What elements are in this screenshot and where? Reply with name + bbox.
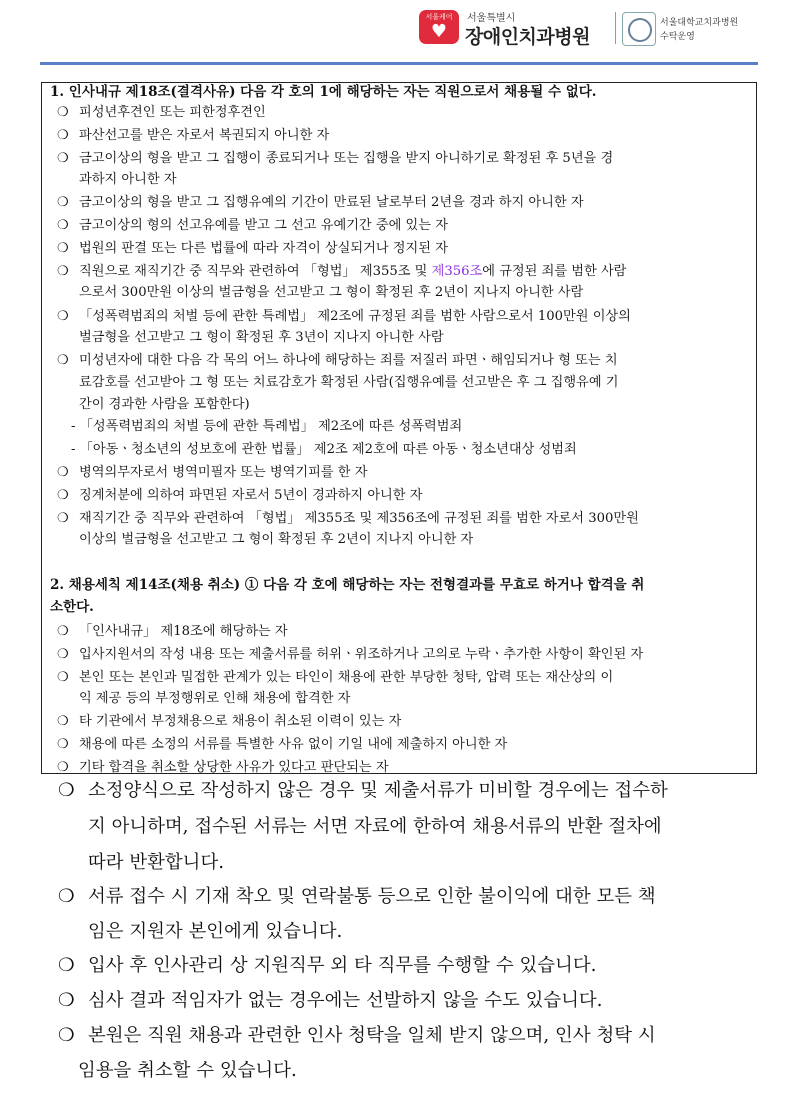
- list-item: ❍ 병역의무자로서 병역미필자 또는 병역기피를 한 자: [57, 465, 368, 480]
- circle-bullet-icon: ❍: [58, 955, 75, 976]
- list-item: ❍ 미성년자에 대한 다음 각 목의 어느 하나에 해당하는 죄를 저질러 파면ㆍ해임되거나 형 또는 치: [57, 353, 618, 368]
- circle-bullet-icon: ❍: [58, 990, 75, 1011]
- note-item: ❍ 소정양식으로 작성하지 않은 경우 및 제출서류가 미비할 경우에는 접수하: [58, 780, 668, 801]
- circle-bullet-icon: ❍: [58, 886, 75, 907]
- note-continuation: 지 아니하며, 접수된 서류는 서면 자료에 한하여 채용서류의 반환 절차에: [88, 816, 662, 837]
- circle-bullet-icon: ❍: [57, 128, 69, 143]
- list-item: ❍ 기타 합격을 취소할 상당한 사유가 있다고 판단되는 자: [57, 760, 389, 775]
- list-item: ❍ 「성폭력범죄의 처벌 등에 관한 특례법」 제2조에 규정된 죄를 범한 사람으로서 100만원 이상의: [57, 309, 631, 324]
- org-city-label: 서울특별시: [467, 13, 516, 24]
- list-item-continuation: 과하지 아니한 자: [79, 172, 177, 187]
- note-item: ❍ 서류 접수 시 기재 착오 및 연락불통 등으로 인한 불이익에 대한 모든 책: [58, 886, 656, 907]
- list-item: ❍ 채용에 따른 소정의 서류를 특별한 사유 없이 기일 내에 제출하지 아니한 자: [57, 737, 508, 752]
- circle-bullet-icon: ❍: [57, 353, 69, 368]
- list-item-continuation: 료감호를 선고받아 그 형 또는 치료감호가 확정된 사람(집행유예를 선고받은 후 그 집행유예 기: [79, 375, 619, 390]
- circle-bullet-icon: ❍: [57, 195, 69, 210]
- header-rule: [40, 62, 758, 65]
- circle-bullet-icon: ❍: [57, 624, 69, 639]
- circle-bullet-icon: ❍: [57, 218, 69, 233]
- list-item-continuation: 간이 경과한 사람을 포함한다): [79, 397, 250, 412]
- list-item-continuation: 으로서 300만원 이상의 벌금형을 선고받고 그 형이 확정된 후 2년이 지나지 아니한 사람: [79, 285, 584, 300]
- section1-title: 1. 인사내규 제18조(결격사유) 다음 각 호의 1에 해당하는 자는 직원으로서 채용될 수 없다.: [50, 84, 597, 100]
- list-item: ❍ 본인 또는 본인과 밀접한 관계가 있는 타인이 채용에 관한 부당한 청탁, 압력 또는 재산상의 이: [57, 670, 614, 685]
- circle-bullet-icon: ❍: [57, 737, 69, 752]
- section2-title-cont: 소한다.: [50, 599, 94, 615]
- circle-bullet-icon: ❍: [57, 465, 69, 480]
- list-item: ❍ 재직기간 중 직무와 관련하여 「형법」 제355조 및 제356조에 규정된 죄를 범한 자로서 300만원: [57, 511, 639, 526]
- hospital-name: 장애인치과병원: [465, 26, 590, 48]
- seoul-care-logo: [419, 10, 459, 44]
- list-item-continuation: 이상의 벌금형을 선고받고 그 형이 확정된 후 2년이 지나지 아니한 자: [79, 532, 474, 547]
- header-divider: [615, 12, 616, 44]
- circle-bullet-icon: ❍: [57, 670, 69, 685]
- list-item: ❍ 「인사내규」 제18조에 해당하는 자: [57, 624, 288, 639]
- list-item: ❍ 타 기관에서 부정채용으로 채용이 취소된 이력이 있는 자: [57, 714, 402, 729]
- university-seal-icon: [622, 12, 656, 46]
- list-item: ❍ 입사지원서의 작성 내용 또는 제출서류를 허위ㆍ위조하거나 고의로 누락ㆍ추가한 사항이 확인된 자: [57, 647, 644, 662]
- circle-bullet-icon: ❍: [57, 309, 69, 324]
- list-item: ❍ 징계처분에 의하여 파면된 자로서 5년이 경과하지 아니한 자: [57, 488, 423, 503]
- circle-bullet-icon: ❍: [57, 264, 69, 279]
- circle-bullet-icon: ❍: [57, 151, 69, 166]
- list-item-continuation: 익 제공 등의 부정행위로 인해 채용에 합격한 자: [79, 691, 351, 706]
- university-name: 서울대학교치과병원: [660, 18, 739, 28]
- note-item: ❍ 심사 결과 적임자가 없는 경우에는 선발하지 않을 수도 있습니다.: [58, 990, 603, 1011]
- list-item: ❍ 금고이상의 형의 선고유예를 받고 그 선고 유예기간 중에 있는 자: [57, 218, 448, 233]
- sub-list-item: - 「성폭력범죄의 처벌 등에 관한 특례법」 제2조에 따른 성폭력범죄: [71, 419, 463, 434]
- list-item: ❍ 피성년후견인 또는 피한정후견인: [57, 105, 266, 120]
- heart-icon: ♥: [430, 21, 448, 42]
- note-item: ❍ 본원은 직원 채용과 관련한 인사 청탁을 일체 받지 않으며, 인사 청탁 시: [58, 1025, 656, 1046]
- circle-bullet-icon: ❍: [57, 241, 69, 256]
- circle-bullet-icon: ❍: [57, 760, 69, 775]
- note-item: ❍ 입사 후 인사관리 상 지원직무 외 타 직무를 수행할 수 있습니다.: [58, 955, 597, 976]
- logo-mini-text: 서울케어: [425, 13, 453, 21]
- list-item: ❍ 금고이상의 형을 받고 그 집행유예의 기간이 만료된 날로부터 2년을 경과 하지 아니한 자: [57, 195, 584, 210]
- circle-bullet-icon: ❍: [58, 1025, 75, 1046]
- section2-title: 2. 채용세칙 제14조(채용 취소) ① 다음 각 호에 해당하는 자는 전형결과를 무효로 하거나 합격을 취: [50, 577, 645, 593]
- circle-bullet-icon: ❍: [57, 511, 69, 526]
- circle-bullet-icon: ❍: [58, 780, 75, 801]
- circle-bullet-icon: ❍: [57, 105, 69, 120]
- circle-bullet-icon: ❍: [57, 488, 69, 503]
- university-role: 수탁운영: [660, 32, 695, 42]
- note-continuation: 임용을 취소할 수 있습니다.: [78, 1060, 297, 1081]
- list-item: ❍ 금고이상의 형을 받고 그 집행이 종료되거나 또는 집행을 받지 아니하기로 확정된 후 5년을 경: [57, 151, 614, 166]
- highlighted-article: 제356조: [431, 264, 483, 279]
- list-item: ❍ 파산선고를 받은 자로서 복권되지 아니한 자: [57, 128, 330, 143]
- list-item: ❍ 법원의 판결 또는 다른 법률에 따라 자격이 상실되거나 정지된 자: [57, 241, 448, 256]
- note-continuation: 따라 반환합니다.: [88, 852, 225, 873]
- circle-bullet-icon: ❍: [57, 647, 69, 662]
- sub-list-item: - 「아동ㆍ청소년의 성보호에 관한 법률」 제2조 제2호에 따른 아동ㆍ청소년대상 성범죄: [71, 442, 577, 457]
- note-continuation: 임은 지원자 본인에게 있습니다.: [88, 921, 343, 942]
- page-header: [0, 0, 797, 62]
- list-item: ❍ 직원으로 재직기간 중 직무와 관련하여 「형법」 제355조 및 제356조에 규정된 죄를 범한 사람: [57, 264, 627, 279]
- list-item-continuation: 벌금형을 선고받고 그 형이 확정된 후 3년이 지나지 아니한 사람: [79, 330, 444, 345]
- circle-bullet-icon: ❍: [57, 714, 69, 729]
